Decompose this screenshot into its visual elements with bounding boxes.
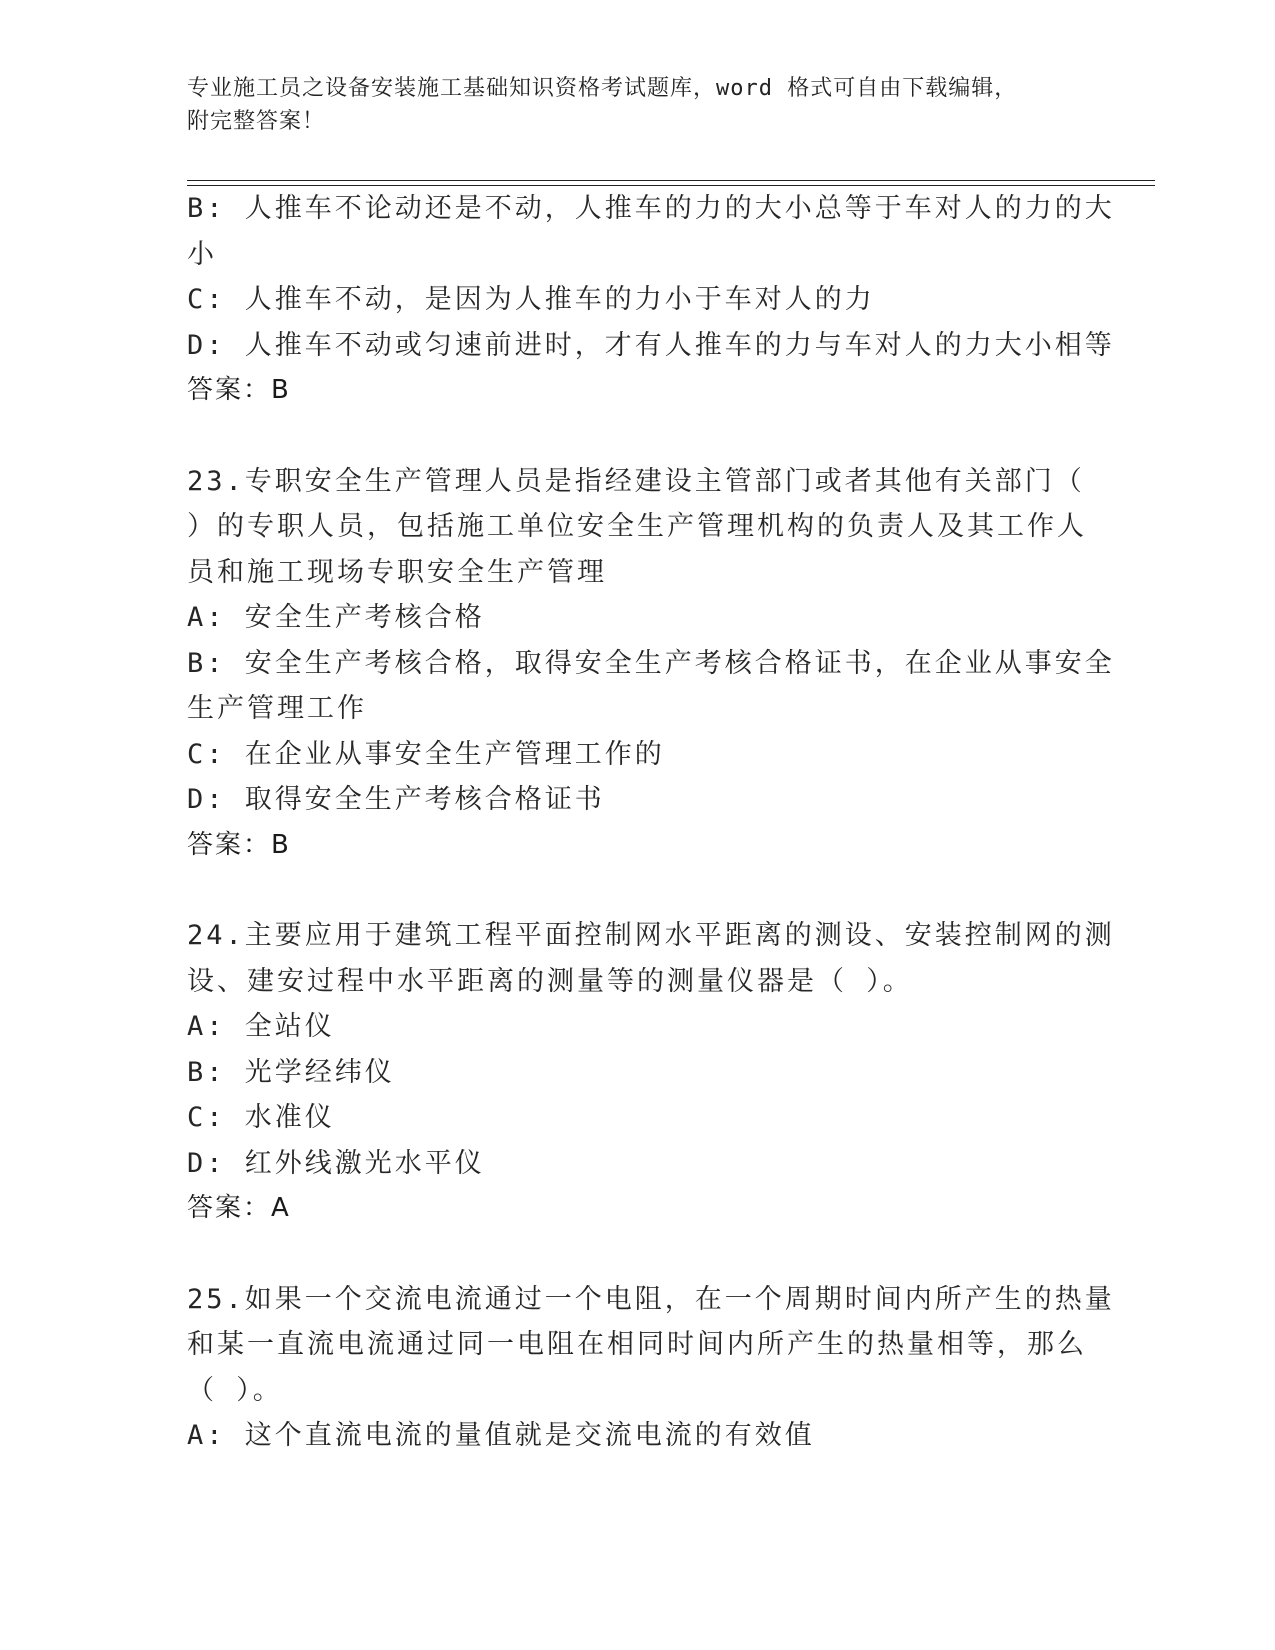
spacer: [187, 414, 1087, 459]
option-b-line-2: 小: [187, 238, 217, 270]
option-b-line-1: B: 安全生产考核合格，取得安全生产考核合格证书，在企业从事安全: [187, 647, 1115, 679]
option-b-line-1: B: 人推车不论动还是不动，人推车的力的大小总等于车对人的力的大: [187, 193, 1115, 224]
question-content: [187, 186, 1115, 1459]
question-stem-line-2: 和某一直流电流通过同一电阻在相同时间内所产生的热量相等，那么: [187, 1329, 1087, 1360]
header-line-1: 专业施工员之设备安装施工基础知识资格考试题库，word 格式可自由下载编辑，: [187, 76, 1018, 101]
option-c: C: 水准仪: [187, 1102, 335, 1133]
spacer: [187, 868, 1087, 913]
option-b-line-2: 生产管理工作: [187, 693, 367, 724]
question-stem-line-1: 25.如果一个交流电流通过一个电阻，在一个周期时间内所产生的热量: [187, 1283, 1115, 1315]
document-header: [187, 72, 1067, 138]
question-stem-line-2: ）的专职人员，包括施工单位安全生产管理机构的负责人及其工作人: [187, 511, 1087, 542]
answer-line: 答案：B: [187, 829, 291, 860]
question-22-fragment: [187, 186, 1115, 414]
option-d: D: 人推车不动或匀速前进时，才有人推车的力与车对人的力大小相等: [187, 329, 1115, 361]
question-stem-line-1: 24.主要应用于建筑工程平面控制网水平距离的测设、安装控制网的测: [187, 920, 1115, 951]
answer-line: 答案：B: [187, 375, 291, 405]
question-23: [187, 459, 1115, 869]
question-stem-line-3: （ ）。: [187, 1374, 283, 1406]
question-25: [187, 1277, 1115, 1459]
answer-line: 答案：A: [187, 1193, 291, 1223]
option-d: D: 取得安全生产考核合格证书: [187, 784, 605, 815]
header-divider-top: [187, 180, 1155, 181]
option-c: C: 人推车不动，是因为人推车的力小于车对人的力: [187, 284, 875, 315]
question-stem-line-2: 设、建安过程中水平距离的测量等的测量仪器是（ ）。: [187, 965, 913, 997]
header-line-2: 附完整答案！: [187, 109, 326, 134]
question-stem-line-3: 员和施工现场专职安全生产管理: [187, 556, 607, 588]
option-c: C: 在企业从事安全生产管理工作的: [187, 738, 665, 770]
question-24: [187, 913, 1115, 1232]
option-a: A: 安全生产考核合格: [187, 602, 485, 633]
spacer: [187, 1232, 1087, 1277]
option-a: A: 全站仪: [187, 1011, 335, 1042]
option-b: B: 光学经纬仪: [187, 1056, 395, 1088]
question-stem-line-1: 23.专职安全生产管理人员是指经建设主管部门或者其他有关部门（: [187, 465, 1085, 497]
option-a: A: 这个直流电流的量值就是交流电流的有效值: [187, 1420, 815, 1451]
option-d: D: 红外线激光水平仪: [187, 1147, 485, 1179]
